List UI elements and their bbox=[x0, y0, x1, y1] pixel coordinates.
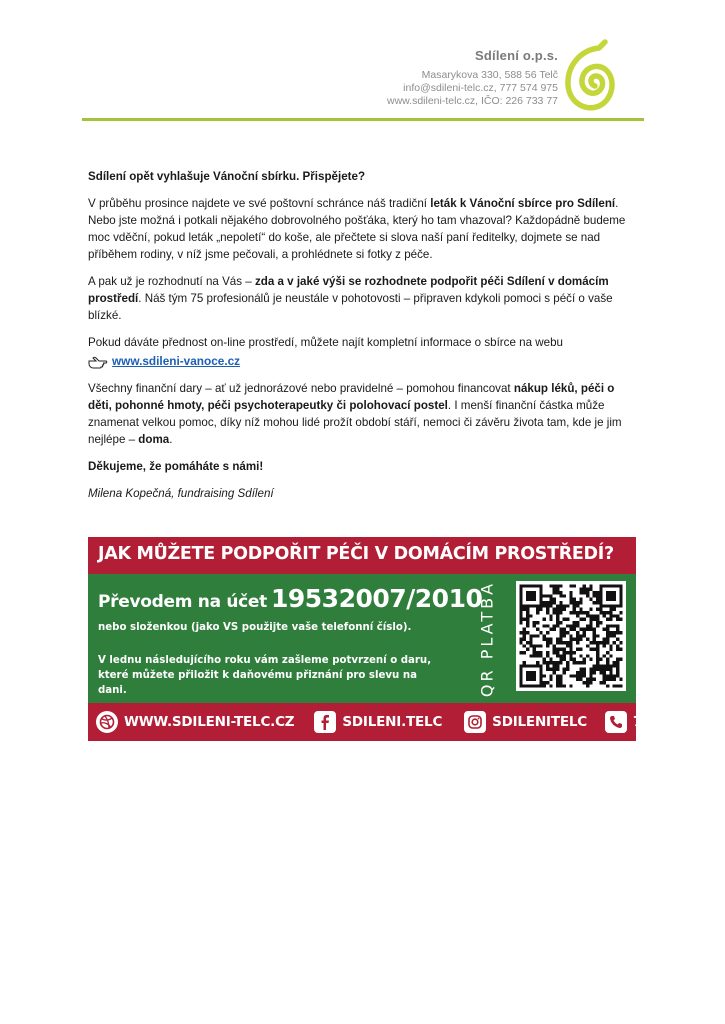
facebook-icon bbox=[314, 711, 336, 733]
text-span: . Náš tým 75 profesionálů je neustále v pohotovosti – připraven kdykoli pomoci s péčí o vaše blízké. bbox=[88, 292, 613, 322]
banner-headline: JAK MŮŽETE PODPOŘIT PÉČI V DOMÁCÍM PROSTŘEDÍ? bbox=[98, 544, 614, 564]
text-span: . Nebo jste možná i potkali nějakého dobrovolného pošťáka, který ho tam vhazoval? Každopádně budeme moc vděční, pokud leták „nepoletí“ do koše, ale přečtete si slova naší paní ředitelky, dojmete se nad příběhem rodiny, v níž jsme pečovali, a prohlédnete si fotky z péče. bbox=[88, 197, 626, 261]
banner-header-band bbox=[88, 537, 636, 574]
text-span: V průběhu prosince najdete ve své poštovní schránce náš tradiční bbox=[88, 197, 431, 210]
paragraph-online: Pokud dáváte přednost on-line prostředí, můžete najít kompletní informace o sbírce na webu bbox=[88, 336, 563, 349]
paragraph-donations bbox=[88, 380, 640, 448]
banner-contact-band bbox=[88, 703, 725, 741]
qr-label-text: QR PLATBA bbox=[477, 580, 497, 697]
text-span: . bbox=[169, 433, 173, 446]
qr-code-icon[interactable] bbox=[516, 581, 626, 691]
bold-span: doma bbox=[138, 433, 170, 446]
transfer-label: Převodem na účet bbox=[98, 592, 267, 612]
letter-body bbox=[88, 168, 640, 512]
instagram-icon bbox=[464, 711, 486, 733]
contact-facebook[interactable] bbox=[314, 711, 442, 733]
instagram-text: SDILENITELC bbox=[492, 714, 588, 730]
postal-order-note: nebo složenkou (jako VS použijte vaše telefonní číslo). bbox=[98, 622, 412, 633]
text-span: Všechny finanční dary – ať už jednorázové nebo pravidelné – pomohou financovat bbox=[88, 382, 514, 395]
qr-label bbox=[472, 574, 502, 703]
account-number: 19532007/2010 bbox=[271, 584, 483, 613]
vanoce-web-link[interactable]: www.sdileni-vanoce.cz bbox=[112, 354, 241, 368]
bold-span: zda a v jaké výši se rozhodnete podpořit péči Sdílení v domácím prostředí bbox=[88, 275, 609, 305]
header-rule bbox=[82, 118, 644, 121]
transfer-line bbox=[98, 584, 482, 613]
dribbble-icon bbox=[96, 711, 118, 733]
org-name: Sdílení o.p.s. bbox=[475, 48, 558, 63]
banner-payment-band bbox=[88, 574, 636, 703]
letter-title: Sdílení opět vyhlašuje Vánoční sbírku. Přispějete? bbox=[88, 170, 366, 183]
tax-receipt-note: V lednu následujícího roku vám zašleme potvrzení o daru, které můžete přiložit k daňovému přiznání pro slevu na dani. bbox=[98, 655, 432, 696]
web-link-row bbox=[88, 353, 640, 370]
bold-span: nákup léků, péči o děti, pohonné hmoty, péči psychoterapeutky či polohovací postel bbox=[88, 382, 615, 412]
donation-banner bbox=[88, 537, 725, 741]
contact-line: info@sdileni-telc.cz, 777 574 975 bbox=[403, 82, 558, 94]
pointing-hand-icon bbox=[88, 355, 108, 369]
thanks-line: Děkujeme, že pomáháte s námi! bbox=[88, 460, 264, 473]
contact-web[interactable] bbox=[96, 711, 294, 733]
contact-instagram[interactable] bbox=[464, 711, 587, 733]
web-id-line: www.sdileni-telc.cz, IČO: 226 733 77 bbox=[387, 95, 558, 107]
contact-phone[interactable] bbox=[605, 711, 725, 733]
paragraph-leaflet bbox=[88, 195, 640, 263]
letterhead bbox=[387, 48, 558, 108]
spiral-logo-icon bbox=[559, 40, 627, 126]
bold-span: leták k Vánoční sbírce pro Sdílení bbox=[430, 197, 616, 210]
signature: Milena Kopečná, fundraising Sdílení bbox=[88, 487, 274, 500]
phone-icon bbox=[605, 711, 627, 733]
paragraph-decision bbox=[88, 273, 640, 324]
facebook-text: SDILENI.TELC bbox=[342, 714, 443, 730]
address-line: Masarykova 330, 588 56 Telč bbox=[421, 69, 558, 81]
text-span: A pak už je rozhodnutí na Vás – bbox=[88, 275, 255, 288]
web-text: WWW.SDILENI-TELC.CZ bbox=[124, 714, 295, 730]
text-span: . I menší finanční částka může znamenat velkou pomoc, díky níž mohou lidé prožít období stáří, nemoci či závěru života tam, kde je jim nejlépe – bbox=[88, 399, 622, 446]
phone-text: 777 574 975 bbox=[633, 714, 725, 730]
